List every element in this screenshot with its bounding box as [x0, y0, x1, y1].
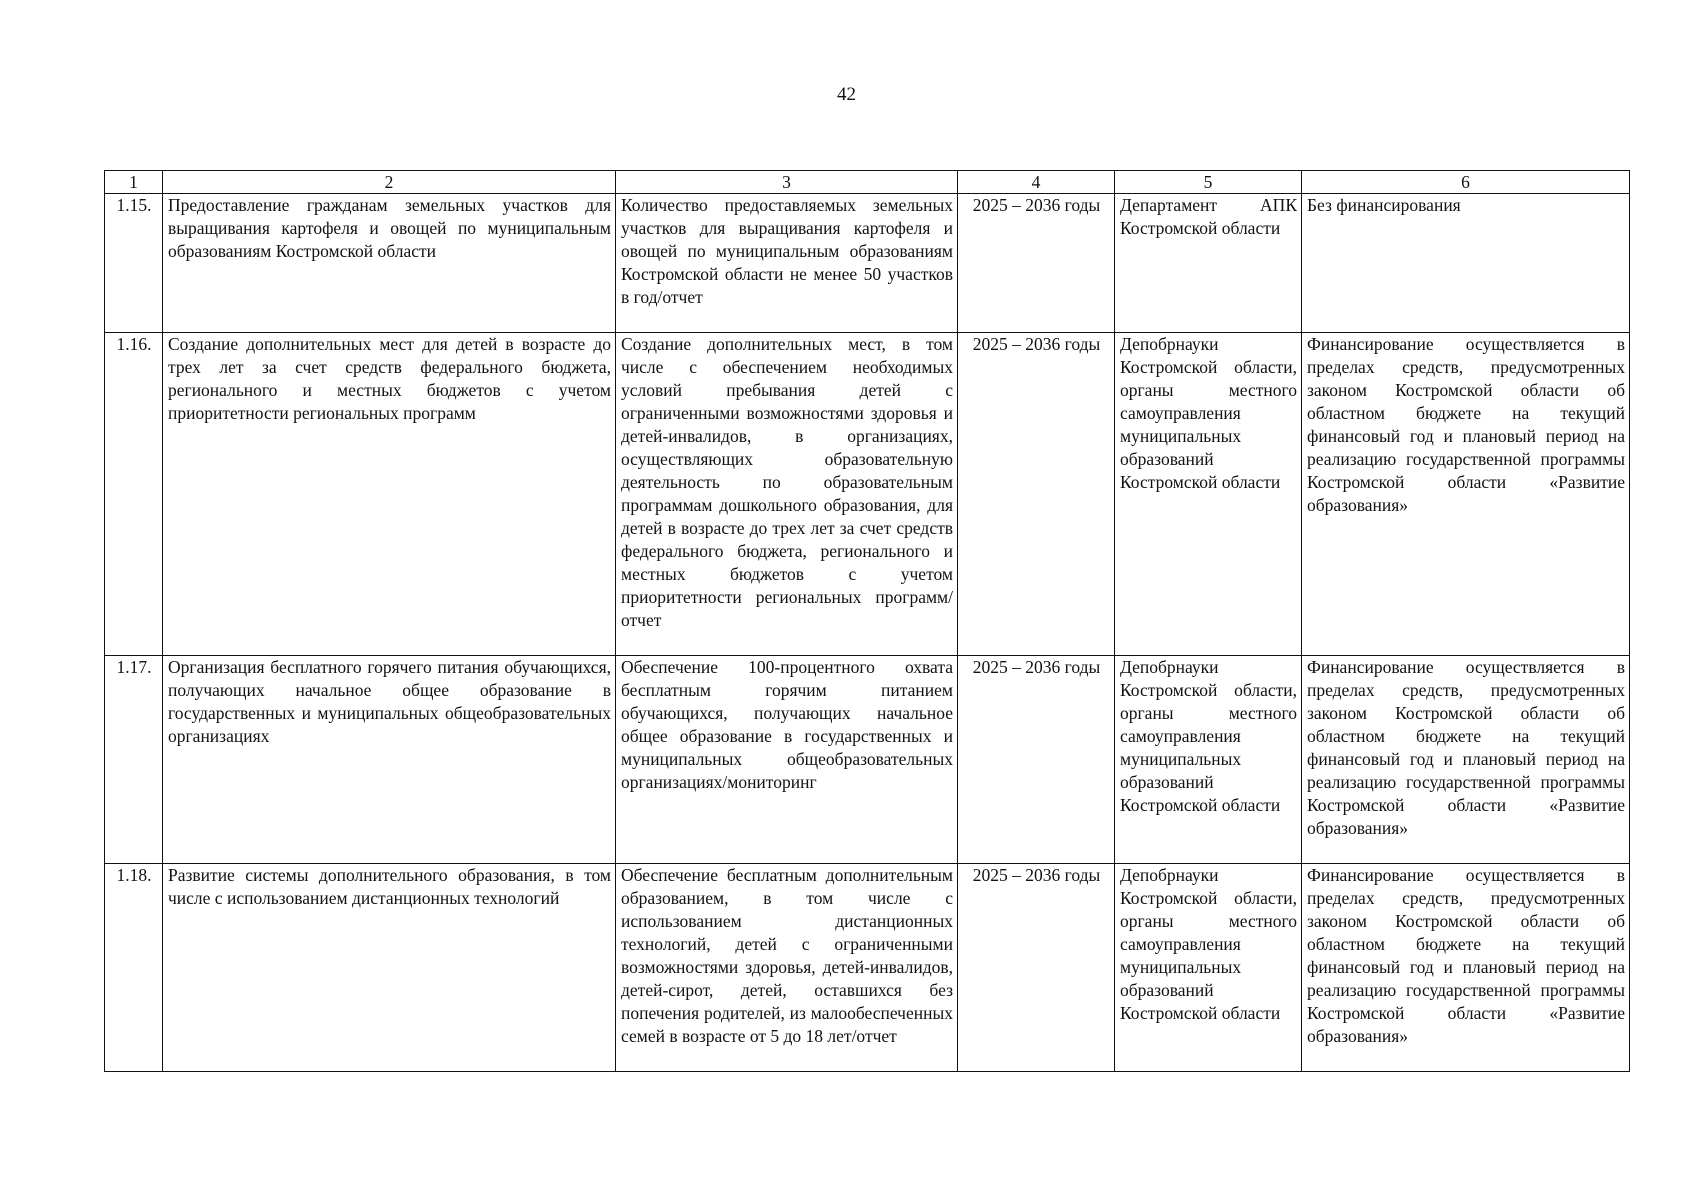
- financing-cell: Без финансирования: [1302, 194, 1630, 333]
- column-header: 4: [958, 171, 1115, 194]
- row-number: 1.17.: [105, 656, 163, 864]
- measure-cell: Развитие системы дополнительного образования, в том числе с использованием дистанционных технологий: [163, 864, 616, 1072]
- financing-cell: Финансирование осуществляется в пределах средств, предусмотренных законом Костромской области об областном бюджете на текущий финансовый год и плановый период на реализацию государственной программы Костромской области «Развитие образования»: [1302, 656, 1630, 864]
- column-header: 3: [616, 171, 958, 194]
- indicator-cell: Обеспечение бесплатным дополнительным образованием, в том числе с использованием дистанционных технологий, детей с ограниченными возможностями здоровья, детей-инвалидов, детей-сирот, детей, оставшихся без попечения родителей, из малообеспеченных семей в возрасте от 5 до 18 лет/отчет: [616, 864, 958, 1072]
- financing-cell: Финансирование осуществляется в пределах средств, предусмотренных законом Костромской области об областном бюджете на текущий финансовый год и плановый период на реализацию государственной программы Костромской области «Развитие образования»: [1302, 864, 1630, 1072]
- table-row: [105, 194, 1630, 333]
- measure-cell: Организация бесплатного горячего питания обучающихся, получающих начальное общее образование в государственных и муниципальных общеобразовательных организациях: [163, 656, 616, 864]
- indicator-cell: Количество предоставляемых земельных участков для выращивания картофеля и овощей по муниципальным образованиям Костромской области не менее 50 участков в год/отчет: [616, 194, 958, 333]
- table-row: [105, 656, 1630, 864]
- row-number: 1.16.: [105, 333, 163, 656]
- column-header: 1: [105, 171, 163, 194]
- responsible-cell: Депобрнауки Костромской области, органы местного самоуправления муниципальных образований Костромской области: [1115, 864, 1302, 1072]
- table-header-row: [105, 171, 1630, 194]
- term-cell: 2025 – 2036 годы: [958, 333, 1115, 656]
- measure-cell: Предоставление гражданам земельных участков для выращивания картофеля и овощей по муниципальным образованиям Костромской области: [163, 194, 616, 333]
- measures-table: [104, 170, 1630, 1072]
- indicator-cell: Создание дополнительных мест, в том числе с обеспечением необходимых условий пребывания детей с ограниченными возможностями здоровья и детей-инвалидов, в организациях, осуществляющих образовательную деятельность по образовательным программам дошкольного образования, для детей в возрасте до трех лет за счет средств федерального бюджета, регионального и местных бюджетов с учетом приоритетности региональных программ/отчет: [616, 333, 958, 656]
- responsible-cell: Депобрнауки Костромской области, органы местного самоуправления муниципальных образований Костромской области: [1115, 333, 1302, 656]
- responsible-cell: Департамент АПК Костромской области: [1115, 194, 1302, 333]
- measure-cell: Создание дополнительных мест для детей в возрасте до трех лет за счет средств федерального бюджета, регионального и местных бюджетов с учетом приоритетности региональных программ: [163, 333, 616, 656]
- row-number: 1.15.: [105, 194, 163, 333]
- column-header: 6: [1302, 171, 1630, 194]
- table-row: [105, 333, 1630, 656]
- row-number: 1.18.: [105, 864, 163, 1072]
- column-header: 2: [163, 171, 616, 194]
- table-row: [105, 864, 1630, 1072]
- financing-cell: Финансирование осуществляется в пределах средств, предусмотренных законом Костромской области об областном бюджете на текущий финансовый год и плановый период на реализацию государственной программы Костромской области «Развитие образования»: [1302, 333, 1630, 656]
- page-number: 42: [837, 84, 856, 105]
- term-cell: 2025 – 2036 годы: [958, 656, 1115, 864]
- indicator-cell: Обеспечение 100-процентного охвата бесплатным горячим питанием обучающихся, получающих начальное общее образование в государственных и муниципальных общеобразовательных организациях/мониторинг: [616, 656, 958, 864]
- term-cell: 2025 – 2036 годы: [958, 864, 1115, 1072]
- responsible-cell: Депобрнауки Костромской области, органы местного самоуправления муниципальных образований Костромской области: [1115, 656, 1302, 864]
- term-cell: 2025 – 2036 годы: [958, 194, 1115, 333]
- column-header: 5: [1115, 171, 1302, 194]
